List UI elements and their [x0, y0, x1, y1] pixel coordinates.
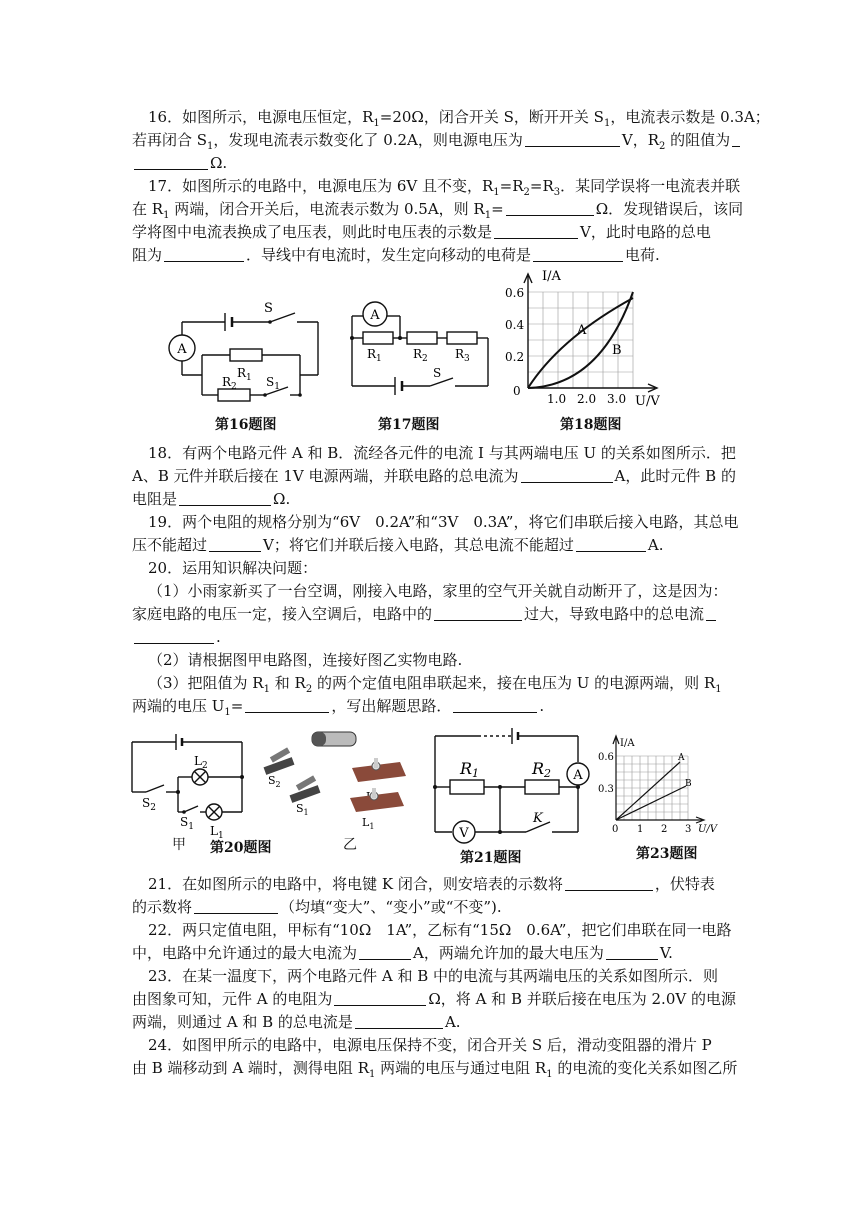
switch-label: S: [264, 301, 273, 316]
question-18-line-1: 18．有两个电路元件 A 和 B．流经各元件的电流 I 与其两端电压 U 的关系如图所示．把: [148, 444, 736, 462]
knife-switch-icon: [264, 747, 295, 774]
curve-b-label: B: [612, 343, 622, 358]
question-17-line-2: 在 $R_1$ 两端，闭合开关后，电流表示数为 0.5A，则 $R_1= \Omega$．发现错误后，该同: [132, 200, 744, 221]
line-a-label: A: [678, 753, 685, 763]
answer-blank[interactable]: [576, 536, 646, 552]
question-20-3-line-2: 两端的电压 $U_1=$ ，写出解题思路． .: [132, 697, 545, 718]
switch-label: S: [433, 366, 442, 380]
answer-blank[interactable]: [245, 697, 329, 713]
y-axis-label: I/A: [620, 738, 635, 749]
origin-label: 0: [513, 384, 521, 398]
answer-blank[interactable]: [209, 536, 261, 552]
figure-16-circuit: [160, 295, 325, 410]
answer-blank[interactable]: [359, 944, 411, 960]
y-axis-label: I/A: [542, 269, 561, 284]
figure-17-caption: 第17题图: [378, 417, 440, 433]
label-jia: 甲: [172, 837, 186, 853]
answer-blank[interactable]: [506, 200, 594, 216]
answer-blank[interactable]: [194, 898, 278, 914]
voltmeter-label: V: [459, 826, 469, 841]
question-21-line-1: 21．在如图所示的电路中，将电键 K 闭合，则安培表的示数将 ，伏特表: [148, 875, 715, 893]
lamp-holder-icon: [350, 788, 404, 812]
x-tick: 0: [612, 824, 619, 835]
y-tick: 0.3: [598, 784, 614, 795]
answer-blank[interactable]: [434, 605, 522, 621]
line-b-label: B: [685, 779, 692, 789]
r1-label: $R_1$: [237, 366, 252, 383]
answer-blank[interactable]: [525, 131, 620, 147]
curve-a-label: A: [577, 323, 587, 338]
l2-label: $L_2$: [194, 754, 208, 771]
s1-label: $S_1$: [296, 802, 309, 817]
figure-23-graph: [598, 728, 718, 838]
knife-switch-icon: [290, 775, 321, 802]
question-17-line-3: 学将图中电流表换成了电压表，则此时电压表的示数是 V，此时电路的总电: [132, 223, 711, 241]
question-16-line-2: 若再闭合 $S_1$，发现电流表示数变化了 0.2A，则电源电压为 V，$R_2$ 的阻值为: [132, 130, 742, 150]
question-24-line-1: 24．如图甲所示的电路中，电源电压保持不变，闭合开关 S 后，滑动变阻器的滑片 P: [148, 1036, 712, 1054]
answer-blank[interactable]: [164, 246, 244, 262]
x-tick: 1.0: [547, 392, 567, 406]
l1-label: $L_1$: [362, 816, 375, 831]
question-23-line-2: 由图象可知，元件 A 的电阻为 Ω，将 A 和 B 并联后接在电压为 2.0V 的电源: [132, 990, 736, 1008]
figure-18-caption: 第18题图: [560, 417, 622, 433]
figure-21-caption: 第21题图: [460, 850, 522, 866]
answer-blank[interactable]: [606, 944, 658, 960]
s1-label: $S_1$: [180, 815, 194, 832]
figure-18-graph: [505, 268, 680, 408]
question-23-line-3: 两端，则通过 A 和 B 的总电流是 A.: [132, 1013, 461, 1031]
question-18-line-2: A、B 元件并联后接在 1V 电源两端，并联电路的总电流为 A，此时元件 B 的: [132, 467, 736, 485]
figure-20-components-yi: [250, 722, 410, 832]
question-17-line-1: 17．如图所示的电路中，电源电压为 6V 且不变，$R_1=R_2=R_3$．某同学误将一电流表并联: [148, 177, 741, 198]
question-16-line-1: 16．如图所示，电源电压恒定，$R_1=20\Omega$，闭合开关 S，断开开关 $S_1$，电流表示数是 0.3A；: [148, 108, 770, 129]
r3-label: $R_3$: [455, 347, 470, 364]
ammeter-label: A: [573, 768, 583, 783]
answer-blank[interactable]: [494, 223, 578, 239]
x-tick: 3.0: [607, 392, 627, 406]
answer-blank[interactable]: [134, 628, 214, 644]
figure-21-circuit: [430, 722, 595, 847]
question-17-line-4: 阻为 ．导线中有电流时，发生定向移动的电荷是 电荷.: [132, 246, 660, 264]
key-label: K: [533, 811, 543, 826]
answer-blank[interactable]: [179, 490, 271, 506]
figure-23-caption: 第23题图: [636, 846, 698, 862]
answer-blank[interactable]: [732, 131, 740, 147]
s2-label: $S_2$: [268, 774, 281, 789]
s2-label: $S_2$: [142, 796, 156, 813]
r2-label: $R_2$: [222, 375, 237, 392]
question-20-1-line-2: 家庭电路的电压一定，接入空调后，电路中的 过大，导致电路中的总电流: [132, 604, 718, 624]
question-24-line-2: 由 B 端移动到 A 端时，测得电阻 $R_1$ 两端的电压与通过电阻 $R_1$ 的电流的变化关系如图乙所: [132, 1059, 738, 1080]
question-20-title: 20．运用知识解决问题：: [148, 559, 318, 577]
lamp-holder-icon: [352, 758, 406, 782]
x-tick: 2.0: [577, 392, 597, 406]
s1-label: $S_1$: [266, 375, 280, 392]
answer-blank[interactable]: [334, 990, 426, 1006]
answer-blank[interactable]: [565, 875, 653, 891]
ammeter-label: A: [177, 342, 187, 357]
y-tick: 0.6: [505, 286, 525, 300]
question-20-1-line-3: .: [132, 627, 221, 647]
figure-17-circuit: [345, 298, 495, 398]
question-18-line-3: 电阻是 Ω.: [132, 490, 291, 508]
r1-label: R1: [460, 759, 480, 780]
question-20-3-line-1: （3）把阻值为 $R_1$ 和 $R_2$ 的两个定值电阻串联起来，接在电压为 U 的电源两端，则 $R_1$: [148, 674, 722, 695]
answer-blank[interactable]: [134, 154, 208, 170]
r1-label: $R_1$: [367, 347, 382, 364]
r2-label: R2: [532, 759, 552, 780]
x-axis-label: U/V: [635, 394, 660, 408]
answer-blank[interactable]: [706, 605, 716, 621]
answer-blank[interactable]: [453, 697, 537, 713]
x-tick: 2: [661, 824, 668, 835]
y-tick: 0.4: [505, 318, 525, 332]
question-19-line-2: 压不能超过 V；将它们并联后接入电路，其总电流不能超过 A.: [132, 536, 664, 554]
label-yi: 乙: [343, 837, 357, 853]
answer-blank[interactable]: [533, 246, 623, 262]
x-axis-label: U/V: [698, 824, 718, 835]
l1-label: $L_1$: [210, 824, 224, 841]
question-22-line-1: 22．两只定值电阻，甲标有“10Ω 1A”，乙标有“15Ω 0.6A”，把它们串联在同一电路: [148, 921, 732, 939]
question-20-1-line-1: （1）小雨家新买了一台空调，刚接入电路，家里的空气开关就自动断开了，这是因为：: [148, 582, 728, 600]
question-16-line-3: Ω.: [132, 153, 227, 173]
figure-20-caption: 第20题图: [210, 840, 272, 856]
question-19-line-1: 19．两个电阻的规格分别为“6V 0.2A”和“3V 0.3A”，将它们串联后接入电路，其总电: [148, 513, 739, 531]
x-tick: 1: [637, 824, 644, 835]
r2-label: $R_2$: [413, 347, 428, 364]
answer-blank[interactable]: [355, 1013, 443, 1029]
ammeter-label: A: [370, 308, 380, 323]
question-22-line-2: 中，电路中允许通过的最大电流为 A，两端允许加的最大电压为 V.: [132, 944, 673, 962]
question-21-line-2: 的示数将 （均填“变大”、“变小”或“不变”).: [132, 898, 502, 916]
y-tick: 0.6: [598, 752, 614, 763]
x-tick: 3: [685, 824, 692, 835]
question-20-2: （2）请根据图甲电路图，连接好图乙实物电路.: [148, 651, 463, 669]
question-23-line-1: 23．在某一温度下，两个电路元件 A 和 B 中的电流与其两端电压的关系如图所示．则: [148, 967, 719, 985]
figure-16-caption: 第16题图: [215, 417, 277, 433]
figure-20-circuit-jia: [128, 732, 248, 842]
answer-blank[interactable]: [521, 467, 613, 483]
y-tick: 0.2: [505, 350, 525, 364]
